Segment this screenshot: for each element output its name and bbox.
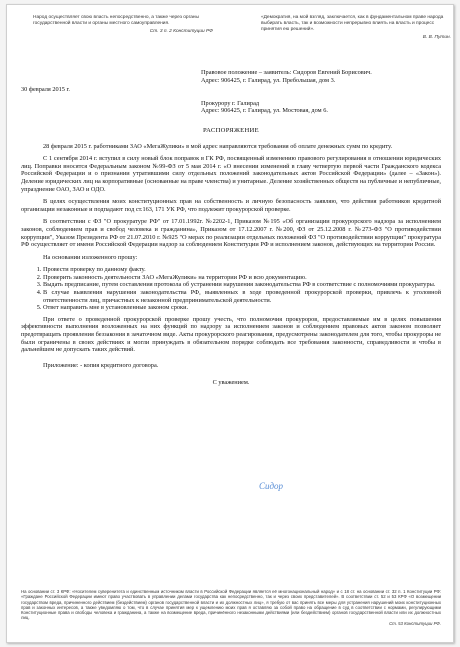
paragraph-1: 28 февраля 2015 г. работниками ЗАО «МегаЖулики» в мой адрес направляются требования об оплате денежных сумм по кредиту. <box>43 142 393 150</box>
applicant-address: Адрес: 906425, г. Галирад, ул. Пребольшая, дом 3. <box>201 76 336 84</box>
footer-note <box>21 589 441 626</box>
recipient-block <box>201 100 441 115</box>
left-epigraph <box>33 15 213 35</box>
list-item: 5. Ответ направить мне в установленные законом сроки. <box>43 304 441 312</box>
applicant-line: Правовое положение – заявитель: Сидоров Евгений Борисович. <box>201 69 372 76</box>
left-epigraph-source: Ст. 3 п. 2 Конституции РФ <box>149 29 213 34</box>
regards-line: С уважением. <box>212 379 250 387</box>
epigraph-header <box>21 15 451 61</box>
right-epigraph-quote: «Демократия, на мой взгляд, заключается, как в фундаментальном праве народа выбирать власть, так и возможности непрерывно влиять на власть и процесс принятия ею решений». <box>261 15 444 32</box>
closing-paragraph: При ответе о проведенной прокурорской проверке прошу учесть, что полномочия прокуроров, предоставляемые им в целях повышения эффективности выполнения возложенных на них функций по надзору за исполнением законов и соблюдением правовых актов законом позволяет предотвращать проявления беззакония в зачаточном виде. Акты прокурорского реагирования, предусмотрены законодателем для того, чтобы прокуроры не были ограничены в своих действиях и могли принуждать в обязательном порядке соблюдать все требования законности, справедливости и чтобы в дальнейшем не допускать таких действий. <box>21 315 441 354</box>
right-epigraph <box>261 15 451 41</box>
recipient-address: Адрес: 906425, г. Галирад, ул. Мостовая, дом 6. <box>201 107 328 115</box>
list-item: 4. В случае выявления нарушения законодательства РФ, выявленных в ходе проведенной прокурорской проверки, привлечь к уголовной ответственности лиц, причастных к незаконной предпринимательской деятельности. <box>43 289 441 304</box>
request-intro: На основании изложенного прошу: <box>43 253 138 261</box>
list-item: 1. Провести проверку по данному факту. <box>43 266 441 274</box>
paragraph-4: В соответствии с ФЗ "О прокуратуре РФ" от 17.01.1992г. №2202-1, Приказом №195 «Об организации прокурорского надзора за исполнением законов, соблюдением прав и свобод человека и гражданина», Приказом от 17.12.2007 г. №200, ФЗ от 25.12.2008 г. №273-ФЗ "О противодействии коррупции", Указом Президента РФ от 21.07.2010 г. №925 "О мерах по реализации отдельных положений ФЗ "О противодействии коррупции" прокуратура РФ осуществляет от имени Российской Федерации надзор за соблюдением Конституции РФ и исполнением законов, действующих на территории России. <box>21 218 441 249</box>
document-body <box>21 69 441 387</box>
footer-text: На основании ст. 3 КРФ: «Носителем суверенитета и единственным источником власти в Российской Федерации является её многонациональный народ» и с 18 ст. на основании ст. 32 п. 1 Конституции РФ: «Граждане Российской Федерации имеют право участвовать в управлении делами государства как непосредственно, так и через своих представителей». В соответствии ст. 52 и 53 КРФ «О возмещении государством вреда, причиненного действием (бездействием) органов государственной власти и их должностных лиц», я требую от вас принять все меры для устранения нарушений моих конституционных прав и законных интересов, а также уведомляю о том, что в случае принятия мер к ущемлению моих прав я оставляю за собой право на обращение в суд в соответствии с нормами, регулирующими Конституционные права и свободы человека и гражданина, а также на возмещение вреда, причинённого незаконными действиями (или бездействием) органов государственной власти или их должностных лиц. <box>21 589 441 621</box>
recipient-line: Прокурору г. Галирад <box>201 99 260 107</box>
list-item: 3. Выдать предписание, путем составления протокола об устранении нарушения законодательства РФ в соответствие с полномочиями прокуратуры. <box>43 281 441 289</box>
request-list <box>21 266 441 312</box>
document-page <box>6 4 454 643</box>
paragraph-2: С 1 сентября 2014 г. вступил в силу новый блок поправок в ГК РФ, посвященный изменению правового регулирования в отношении юридических лиц. Поправки вносятся Федеральным законом №99-ФЗ от 5 мая 2014 г. «О внесении изменений в главу четвертую первой части Гражданского кодекса Российской Федерации и о признании утратившими силу отдельных положений законодательных актов Российской Федерации» (далее – «Закон»). Деление юридических лиц на корпоративные (основанные на праве членства) и унитарные. Деление хозяйственных обществ на публичные и непубличные, упразднение ОАО, ЗАО и ОДО. <box>21 155 441 193</box>
applicant-block <box>201 69 441 84</box>
document-title: РАСПОРЯЖЕНИЕ <box>203 126 259 134</box>
list-item: 2. Проверить законность деятельности ЗАО «МегаЖулики» на территории РФ и всю документацию. <box>43 274 441 282</box>
document-date: 30 февраля 2015 г. <box>21 86 70 94</box>
signature: Сидор <box>259 481 284 491</box>
footer-source: Ст. 53 Конституции РФ. <box>389 620 441 626</box>
paragraph-3: В целях осуществления моих конституционных прав на собственность и личную безопасность заявляю, что действия работников кредитной организации незаконные и подпадают под ст.163, 171 УК РФ, что подлежит прокурорской проверке. <box>21 198 441 213</box>
left-epigraph-quote: Народ осуществляет свою власть непосредственно, а также через органы государственной власти и органы местного самоуправления. <box>33 15 200 26</box>
attachment-line: Приложение: - копия кредитного договора. <box>43 361 159 369</box>
right-epigraph-source: В. В. Путин. <box>422 35 451 40</box>
